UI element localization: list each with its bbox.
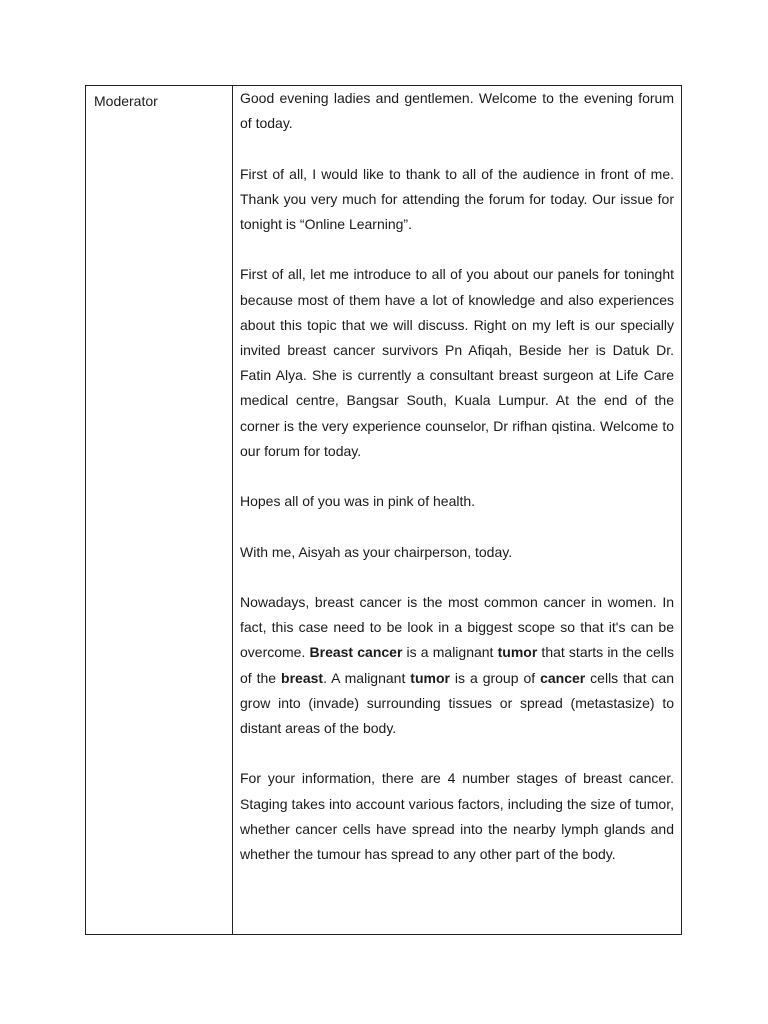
speech-text: is a malignant xyxy=(402,644,498,661)
speech-paragraph xyxy=(240,489,674,514)
speech-text: . A malignant xyxy=(323,669,411,686)
speech-paragraph xyxy=(240,540,674,565)
speech-paragraph xyxy=(240,766,674,867)
speech-paragraph xyxy=(240,262,674,464)
bold-term: cancer xyxy=(540,669,586,686)
bold-term: Breast cancer xyxy=(309,644,403,661)
script-table xyxy=(85,85,682,935)
bold-term: tumor xyxy=(410,669,450,686)
speech-text: is a group of xyxy=(449,669,541,686)
speech-text: cells that can grow into (invade) surrounding tissues or spread (metastasize) to distant areas of the body. xyxy=(240,669,674,736)
bold-term: tumor xyxy=(497,644,538,661)
speech-text: With me, Aisyah as your chairperson, today. xyxy=(240,543,513,560)
speech-text: For your information, there are 4 number stages of breast cancer. Staging takes into account various factors, including the size of tumor, whether cancer cells have spread into the nearby lymph glands and whether the tumour has spread to any other part of the body. xyxy=(240,770,674,862)
speech-paragraph xyxy=(240,590,674,741)
speech-text: Hopes all of you was in pink of health. xyxy=(240,493,476,510)
speech-text: Good evening ladies and gentlemen. Welcome to the evening forum of today. xyxy=(240,90,674,132)
speech-text: Nowadays, breast cancer is the most common cancer in women. In fact, this case need to be look in a biggest scope so that it's can be overcome. xyxy=(240,593,674,661)
speaker-cell xyxy=(86,86,233,934)
speech-paragraph xyxy=(240,86,674,136)
speaker-name: Moderator xyxy=(94,93,158,109)
bold-term: breast xyxy=(281,669,324,686)
speech-cell xyxy=(233,86,681,934)
speech-paragraph xyxy=(240,162,674,238)
speech-text: that starts in the cells of the xyxy=(240,644,674,686)
speech-text: First of all, I would like to thank to all of the audience in front of me. Thank you very much for attending the forum for today. Our issue for tonight is “Online Learning”. xyxy=(240,165,674,232)
speech-text: First of all, let me introduce to all of you about our panels for toninght because most of them have a lot of knowledge and also experiences about this topic that we will discuss. Right on my left is our specially invited breast cancer survivors Pn Afiqah, Beside her is Datuk Dr. Fatin Alya. She is currently a consultant breast surgeon at Life Care medical centre, Bangsar South, Kuala Lumpur. At the end of the corner is the very experience counselor, Dr rifhan qistina. Welcome to our forum for today. xyxy=(240,266,674,459)
